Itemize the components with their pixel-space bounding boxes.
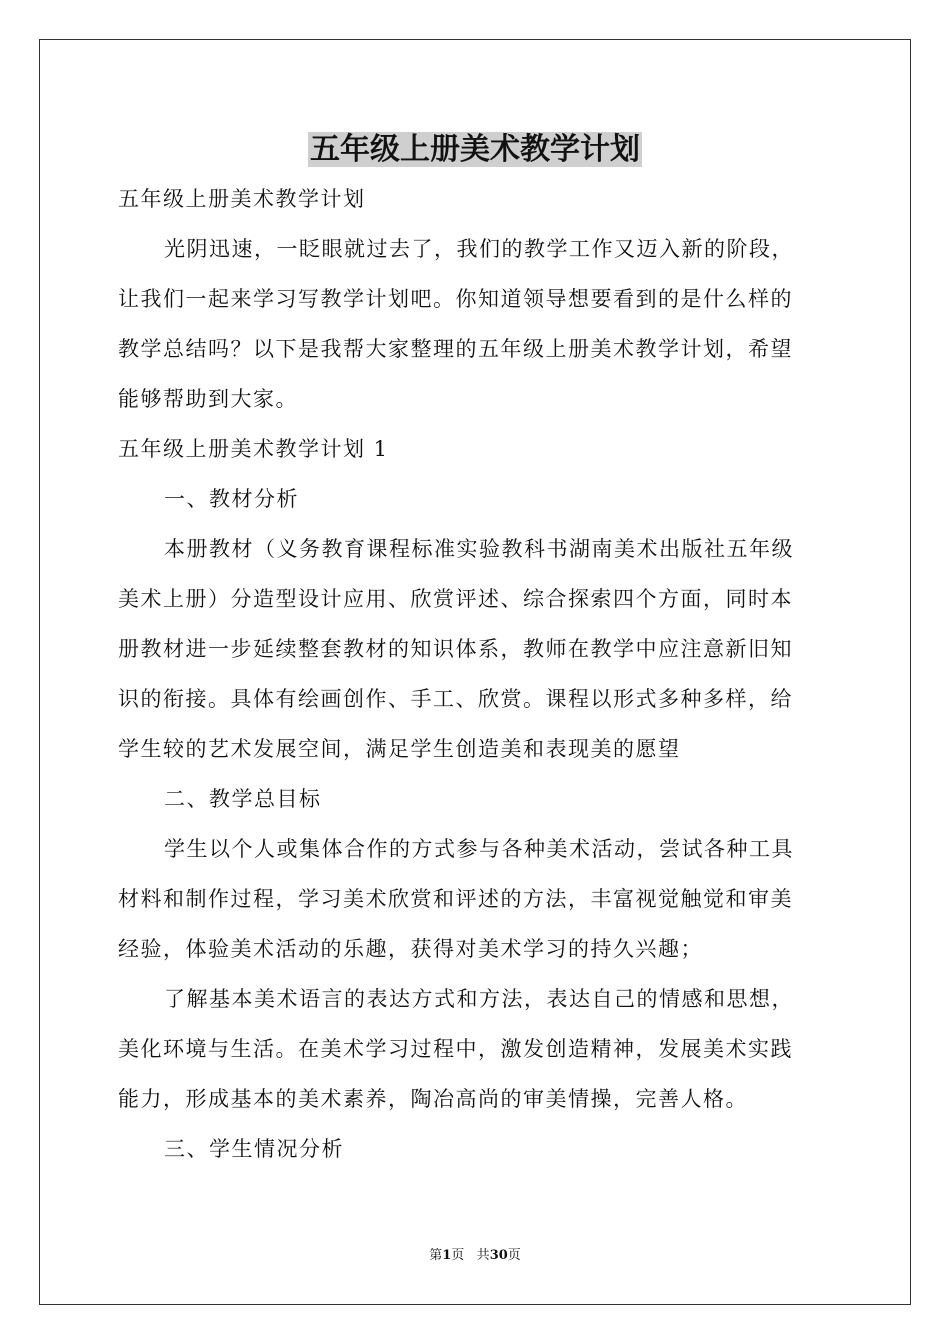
footer-prefix: 第	[429, 1248, 443, 1263]
document-line: 了解基本美术语言的表达方式和方法，表达自己的情感和思想，	[164, 987, 794, 1011]
document-line: 二、教学总目标	[164, 787, 322, 811]
page-footer	[0, 1246, 950, 1266]
footer-total-prefix: 共	[476, 1248, 490, 1263]
document-line: 学生较的艺术发展空间，满足学生创造美和表现美的愿望	[118, 737, 681, 761]
document-body	[118, 174, 834, 1174]
document-line: 美化环境与生活。在美术学习过程中，激发创造精神，发展美术实践	[118, 1037, 793, 1061]
document-line: 教学总结吗？以下是我帮大家整理的五年级上册美术教学计划，希望	[118, 337, 793, 361]
document-line: 能够帮助到大家。	[118, 387, 298, 411]
document-line: 五年级上册美术教学计划	[118, 187, 366, 211]
document-line: 光阴迅速，一眨眼就过去了，我们的教学工作又迈入新的阶段，	[164, 237, 794, 261]
document-line: 册教材进一步延续整套教材的知识体系，教师在教学中应注意新旧知	[118, 637, 793, 661]
document-title	[0, 128, 950, 172]
document-line: 让我们一起来学习写教学计划吧。你知道领导想要看到的是什么样的	[118, 287, 793, 311]
document-line: 美术上册）分造型设计应用、欣赏评述、综合探索四个方面，同时本	[118, 587, 793, 611]
document-line: 识的衔接。具体有绘画创作、手工、欣赏。课程以形式多种多样，给	[118, 687, 793, 711]
document-line: 一、教材分析	[164, 487, 299, 511]
document-line: 本册教材（义务教育课程标准实验教科书湖南美术出版社五年级	[164, 537, 794, 561]
document-line: 三、学生情况分析	[164, 1137, 344, 1161]
footer-page-suffix: 页	[451, 1248, 465, 1263]
footer-total-suffix: 页	[507, 1248, 521, 1263]
footer-page-number: 1	[442, 1248, 452, 1263]
document-title-text: 五年级上册美术教学计划	[310, 132, 640, 167]
document-line: 能力，形成基本的美术素养，陶冶高尚的审美情操，完善人格。	[118, 1087, 748, 1111]
footer-total-pages: 30	[489, 1248, 508, 1263]
document-line: 材料和制作过程，学习美术欣赏和评述的方法，丰富视觉触觉和审美	[118, 887, 793, 911]
document-line: 经验，体验美术活动的乐趣，获得对美术学习的持久兴趣；	[118, 937, 703, 961]
document-line: 学生以个人或集体合作的方式参与各种美术活动，尝试各种工具	[164, 837, 794, 861]
document-line: 五年级上册美术教学计划 1	[118, 437, 389, 461]
